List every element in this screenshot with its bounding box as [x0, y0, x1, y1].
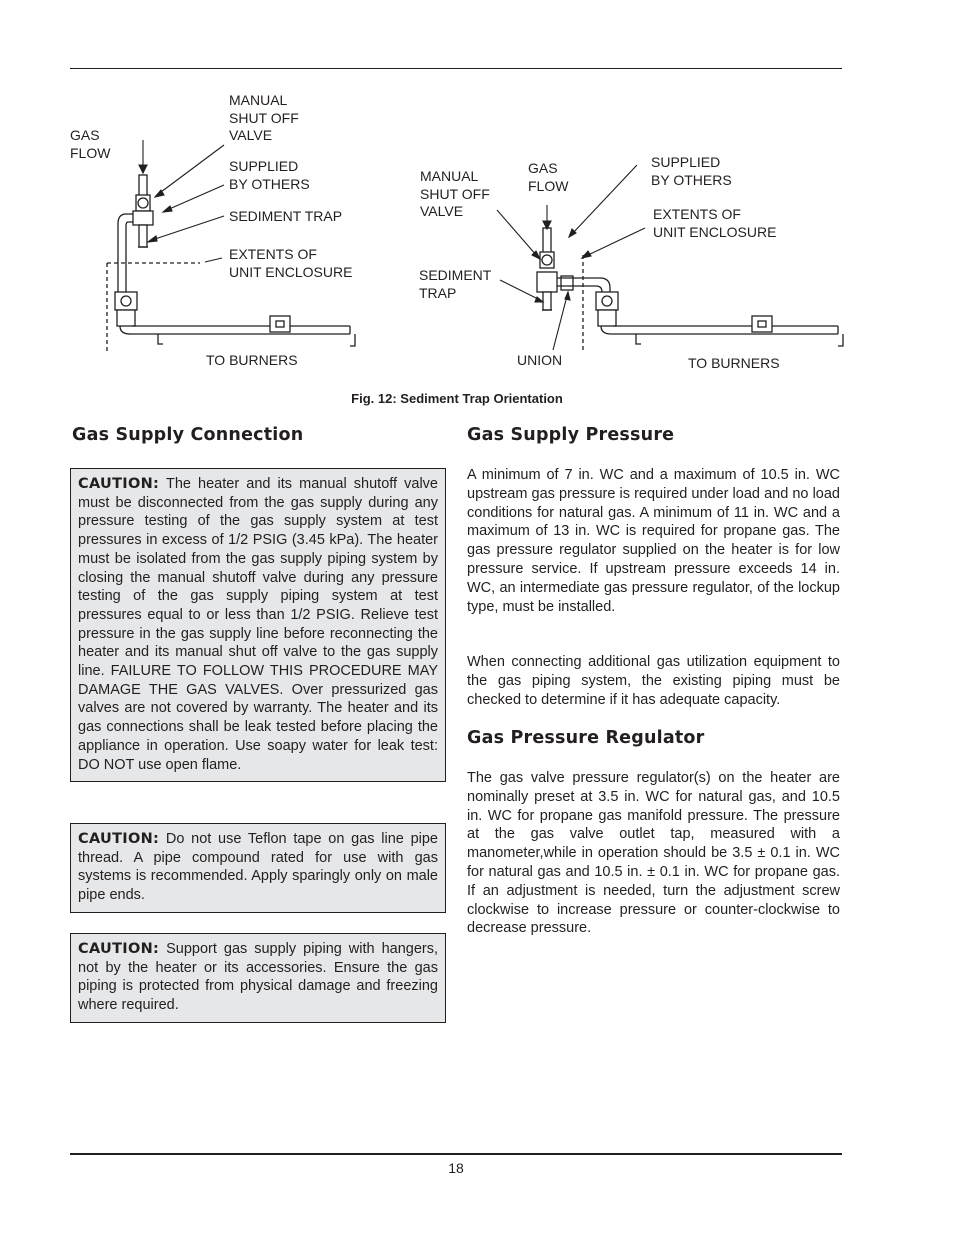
gas-supply-connection-heading: Gas Supply Connection	[72, 425, 304, 445]
left-manual-shutoff-label: MANUAL SHUT OFF VALVE	[229, 92, 299, 143]
left-extents-label: EXTENTS OF UNIT ENCLOSURE	[229, 246, 353, 280]
gas-supply-pressure-paragraph-1: A minimum of 7 in. WC and a maximum of 10.5 in. WC upstream gas pressure is required under load and no load conditions for natural gas. A minimum of 11 in. WC and a maximum of 13 in. WC is required for propane gas. The gas pressure regulator supplied on the heater is for low pressure service. If upstream pressure exceeds 14 in. WC, an intermediate gas pressure regulator, of the lockup type, must be installed.	[467, 467, 840, 615]
left-sediment-trap-label: SEDIMENT TRAP	[229, 208, 343, 224]
left-gas-flow-label: GAS FLOW	[70, 127, 111, 161]
right-supplied-label: SUPPLIED BY OTHERS	[651, 154, 732, 188]
left-to-burners-label: TO BURNERS	[206, 352, 298, 368]
right-manual-shutoff-label: MANUAL SHUT OFF VALVE	[420, 168, 490, 219]
right-gas-flow-label: GAS FLOW	[528, 160, 569, 194]
gas-pressure-regulator-heading: Gas Pressure Regulator	[467, 728, 705, 748]
caution-box-support-piping	[70, 933, 446, 1023]
gas-supply-pressure-heading: Gas Supply Pressure	[467, 425, 675, 445]
page-number: 18	[448, 1160, 464, 1176]
right-to-burners-label: TO BURNERS	[688, 355, 780, 371]
caution-label: CAUTION:	[78, 476, 160, 492]
caution-box-teflon-tape	[70, 823, 446, 913]
gas-supply-pressure-paragraph-2: When connecting additional gas utilization equipment to the gas piping system, the existing piping must be checked to determine if it has adequate capacity.	[467, 654, 840, 708]
left-supplied-label: SUPPLIED BY OTHERS	[229, 158, 310, 192]
bottom-rule	[70, 1153, 842, 1155]
right-extents-label: EXTENTS OF UNIT ENCLOSURE	[653, 206, 777, 240]
caution-label: CAUTION:	[78, 941, 160, 957]
caution-text: The heater and its manual shutoff valve must be disconnected from the gas supply during any pressure testing of the gas supply system at test pressures in excess of 1/2 PSIG (3.45 kPa). The heater must be isolated from the gas supply piping system by closing the manual shutoff valve during any pressure testing of the gas supply piping system at test pressures equal to or less than 1/2 PSIG. Relieve test pressure in the gas supply line before reconnecting the heater and its manual shut off valve to the gas supply line. FAILURE TO FOLLOW THIS PROCEDURE MAY DAMAGE THE GAS VALVES. Over pressurized gas valves are not covered by warranty. The heater and its gas connections shall be leak tested before placing the appliance in operation. Use soapy water for leak test: DO NOT use open flame.	[78, 476, 438, 773]
caution-text: Support gas supply piping with hangers, not by the heater or its accessories. Ensure the gas piping is protected from physical damage and freezing where required.	[78, 941, 438, 1014]
caution-text: Do not use Teflon tape on gas line pipe thread. A pipe compound rated for use with gas systems is recommended. Apply sparingly only on male pipe ends.	[78, 831, 438, 904]
right-sediment-trap-label: SEDIMENT TRAP	[419, 267, 492, 301]
sediment-trap-diagram	[0, 80, 954, 380]
caution-label: CAUTION:	[78, 831, 160, 847]
gas-pressure-regulator-paragraph: The gas valve pressure regulator(s) on the heater are nominally preset at 3.5 in. WC for natural gas, and 10.5 in. WC for propane gas manifold pressure. The pressure at the gas valve outlet tap, measured with a manometer,while in operation should be 3.5 ± 0.1 in. WC for natural gas and 10.5 in. ± 0.1 in. WC for propane gas. If an adjustment is needed, turn the adjustment screw clockwise to increase pressure or counter-clockwise to decrease pressure.	[467, 770, 840, 937]
figure-caption: Fig. 12: Sediment Trap Orientation	[351, 391, 563, 406]
top-rule	[70, 68, 842, 69]
right-union-label: UNION	[517, 352, 563, 368]
caution-box-pressure-testing	[70, 468, 446, 782]
